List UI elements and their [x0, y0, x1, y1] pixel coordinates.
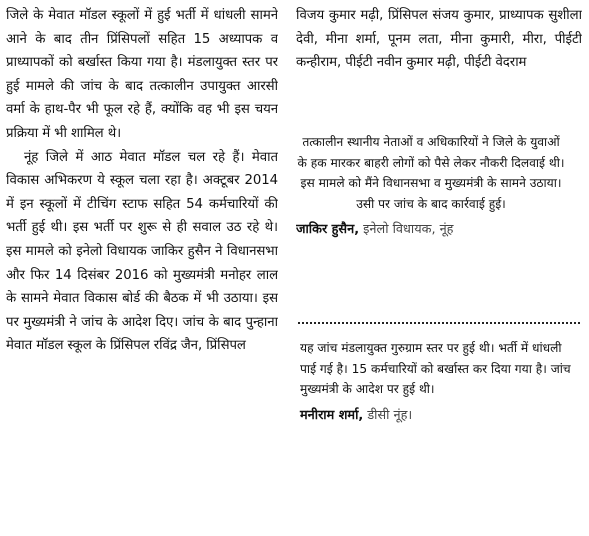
mla-quote-text: तत्कालीन स्थानीय नेताओं व अधिकारियों ने जिले के युवाओं के हक मारकर बाहरी लोगों को पैसे लेकर नौकरी दिलवाई थी। इस मामले को मैंने विधानसभा व मुख्यमंत्री के सामने उठाया। उसी पर जांच के बाद कार्रवाई हुई।: [297, 135, 565, 211]
mla-role: इनेलो विधायक, नूंह: [359, 222, 454, 237]
article-left-column: [6, 4, 278, 532]
article-right-column: [296, 4, 582, 532]
dc-name: मनीराम शर्मा,: [300, 407, 364, 423]
dc-quote-box: [300, 338, 572, 426]
mla-quote-attribution: [296, 220, 566, 241]
mla-name: जाकिर हुसैन,: [296, 222, 360, 237]
article-paragraph-2: नूंह जिले में आठ मेवात मॉडल चल रहे हैं। मेवात विकास अभिकरण ये स्कूल चला रहा है। अक्टूबर 2014 में इन स्कूलों में टीचिंग स्टाफ सहित 54 कर्मचारियों की भर्ती हुई थी। इस भर्ती पर शुरू से ही सवाल उठ रहे थे। इस मामले को इनेलो विधायक जाकिर हुसैन ने विधानसभा और फिर 14 दिसंबर 2016 को मुख्यमंत्री मनोहर लाल के सामने मेवात विकास बोर्ड की बैठक में भी उठाया। इस पर मुख्यमंत्री ने जांच के आदेश दिए। जांच के बाद पुन्हाना मेवात मॉडल स्कूल के प्रिंसिपल रविंद्र जैन, प्रिंसिपल: [6, 149, 278, 354]
mla-quote-box: [296, 132, 566, 241]
dotted-separator: [298, 322, 580, 324]
article-paragraph-1: जिले के मेवात मॉडल स्कूलों में हुई भर्ती में धांधली सामने आने के बाद तीन प्रिंसिपलों सहित 15 अध्यापक व प्राध्यापकों को बर्खास्त किया गया है। मंडलायुक्त स्तर पर हुई मामले की जांच के बाद तत्कालीन उपायुक्त आरसी वर्मा के हाथ-पैर भी फूल रहे हैं, क्योंकि वह भी इस चयन प्रक्रिया में भी शामिल थे।: [6, 8, 278, 141]
dc-role: डीसी नूंह।: [363, 407, 413, 423]
dismissed-names-paragraph: विजय कुमार मढ़ी, प्रिंसिपल संजय कुमार, प्राध्यापक सुशीला देवी, मीना शर्मा, पूनम लता, मीना कुमारी, मीरा, पीईटी कन्हीराम, पीईटी नवीन कुमार मढ़ी, पीईटी वेदराम: [296, 8, 582, 71]
dc-quote-text: यह जांच मंडलायुक्त गुरुग्राम स्तर पर हुई थी। भर्ती में धांधली पाई गई है। 15 कर्मचारियों को बर्खास्त कर दिया गया है। जांच मुख्यमंत्री के आदेश पर हुई थी।: [300, 341, 571, 396]
dc-quote-attribution: [300, 406, 572, 427]
